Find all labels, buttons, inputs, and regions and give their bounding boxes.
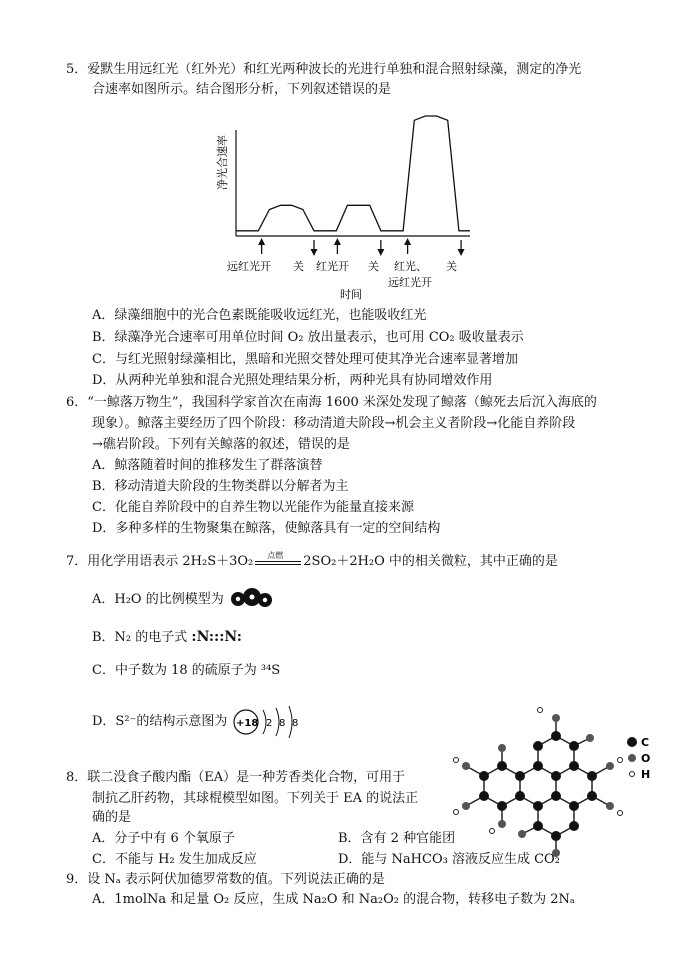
ea-ball-and-stick-model (444, 698, 664, 868)
q7-option-a-text: A．H₂O 的比例模型为 (92, 592, 224, 607)
q5-option-d: D．从两种光单独和混合光照处理结果分析，两种光具有协同增效作用 (92, 373, 493, 388)
q9-stem: 9．设 Nₐ 表示阿伏加德罗常数的值。下列说法正确的是 (66, 872, 385, 887)
legend-hydrogen: H (641, 768, 651, 781)
reaction-condition: 点燃 (267, 550, 284, 560)
q6-option-b: B．移动清道夫阶段的生物类群以分解者为主 (92, 479, 349, 494)
sulfide-ion-structure-diagram (232, 702, 308, 742)
light-on-arrow-0 (258, 238, 265, 254)
q7-option-d-text: D．S²⁻的结构示意图为 (92, 714, 228, 729)
n2-electron-formula: :N:::N: (191, 629, 242, 645)
q6-option-d: D．多种多样的生物聚集在鲸落，使鲸落具有一定的空间结构 (92, 521, 441, 536)
tick-off-1: 关 (293, 260, 304, 273)
q5-stem-line2: 合速率如图所示。结合图形分析，下列叙述错误的是 (92, 82, 392, 97)
shell-3-count: 8 (292, 718, 299, 729)
x-axis-label: 时间 (340, 288, 362, 301)
q8-option-c: C．不能与 H₂ 发生加成反应 (92, 852, 257, 867)
q8-stem-line3: 确的是 (92, 810, 132, 825)
q7-option-b-text: B．N₂ 的电子式 (92, 630, 188, 645)
q8-stem-line1: 8．联二没食子酸内酯（EA）是一种芳香类化合物，可用于 (66, 770, 406, 785)
q8-option-d: D．能与 NaHCO₃ 溶液反应生成 CO₂ (338, 852, 560, 867)
shell-2-count: 8 (279, 718, 286, 729)
legend-carbon: C (641, 736, 650, 749)
legend-oxygen: O (641, 752, 651, 765)
q6-stem-line3: →礁岩阶段。下列有关鲸落的叙述，错误的是 (92, 437, 350, 452)
q5-chart (200, 108, 500, 303)
q6-option-a: A．鲸落随着时间的推移发生了群落演替 (92, 458, 323, 473)
tick-off-2: 关 (368, 260, 379, 273)
q8-option-a: A．分子中有 6 个氧原子 (92, 831, 235, 846)
q5-option-b: B．绿藻净光合速率可用单位时间 O₂ 放出量表示，也可用 CO₂ 吸收量表示 (92, 330, 524, 345)
light-on-arrow-2 (334, 238, 341, 254)
water-space-filling-model (228, 588, 274, 614)
q6-option-c: C．化能自养阶段中的自养生物以光能作为能量直接来源 (92, 500, 414, 515)
q6-stem-line2: 现象）。鲸落主要经历了四个阶段：移动清道夫阶段→机会主义者阶段→化能自养阶段 (92, 416, 576, 431)
q5-option-a: A．绿藻细胞中的光合色素既能吸收远红光，也能吸收红光 (92, 308, 427, 323)
y-axis-label: 净光合速率 (216, 135, 229, 190)
tick-mixed-line2: 远红光开 (388, 276, 432, 289)
shell-1-count: 2 (266, 718, 273, 729)
q8-stem-line2: 制抗乙肝药物，其球棍模型如图。下列关于 EA 的说法正 (92, 791, 419, 806)
light-off-arrow-1 (311, 240, 318, 256)
q7-stem-pre: 7．用化学用语表示 2H₂S＋3O₂ (66, 554, 254, 569)
nucleus-charge: +18 (236, 718, 259, 729)
light-off-arrow-5 (458, 240, 465, 256)
q5-stem-line1: 5．爱默生用远红光（红外光）和红光两种波长的光进行单独和混合照射绿藻，测定的净光 (66, 62, 582, 77)
series-line (236, 116, 470, 231)
tick-far-red-on: 远红光开 (227, 260, 271, 273)
q7-option-c: C．中子数为 18 的硫原子为 ³⁴S (92, 663, 281, 678)
tick-off-3: 关 (446, 260, 457, 273)
q5-option-c: C．与红光照射绿藻相比，黑暗和光照交替处理可使其净光合速率显著增加 (92, 352, 518, 367)
q7-stem-post: 2SO₂＋2H₂O 中的相关微粒，其中正确的是 (303, 554, 558, 569)
light-off-arrow-3 (377, 240, 384, 256)
q7-stem (66, 552, 558, 572)
light-on-arrow-4 (404, 238, 411, 254)
tick-red-on: 红光开 (316, 260, 349, 273)
q7-option-b (92, 627, 242, 648)
q7-option-d (92, 712, 227, 732)
reaction-arrow (255, 550, 301, 569)
q8-option-b: B．含有 2 种官能团 (338, 831, 456, 846)
q9-option-a: A．1molNa 和足量 O₂ 反应，生成 Na₂O 和 Na₂O₂ 的混合物，转移电子数为 2Nₐ (92, 892, 575, 907)
tick-mixed-line1: 红光、 (394, 260, 427, 273)
q6-stem-line1: 6．“一鲸落万物生”，我国科学家首次在南海 1600 米深处发现了鲸落（鲸死去后沉入海底的 (66, 395, 597, 410)
q7-option-a (92, 590, 224, 610)
